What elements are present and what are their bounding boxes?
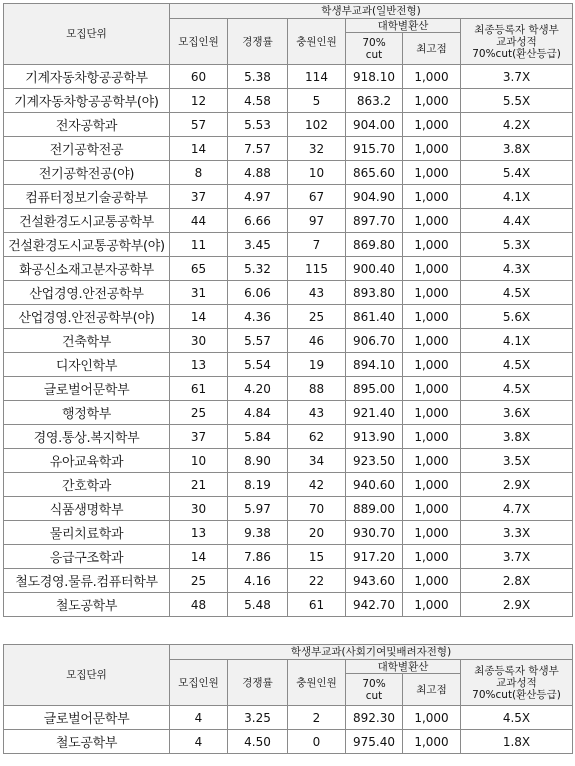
- ratio-cell: 8.90: [228, 449, 288, 473]
- grade-cell: 2.8X: [461, 569, 573, 593]
- additional-cell: 114: [288, 65, 346, 89]
- dept-cell: 산업경영.안전공학부(야): [4, 305, 170, 329]
- admission-table-general: [3, 3, 573, 617]
- cut70-cell: 918.10: [346, 65, 403, 89]
- cut70-cell: 895.00: [346, 377, 403, 401]
- ratio-cell: 4.84: [228, 401, 288, 425]
- max-score-cell: 1,000: [403, 281, 461, 305]
- cut70-cell: 917.20: [346, 545, 403, 569]
- grade-cell: 3.5X: [461, 449, 573, 473]
- additional-cell: 102: [288, 113, 346, 137]
- quota-cell: 57: [170, 113, 228, 137]
- max-score-cell: 1,000: [403, 305, 461, 329]
- additional-cell: 19: [288, 353, 346, 377]
- additional-cell: 61: [288, 593, 346, 617]
- quota-cell: 44: [170, 209, 228, 233]
- max-score-cell: 1,000: [403, 706, 461, 730]
- dept-cell: 컴퓨터정보기술공학부: [4, 185, 170, 209]
- max-score-cell: 1,000: [403, 497, 461, 521]
- dept-cell: 건설환경도시교통공학부: [4, 209, 170, 233]
- table-row: [4, 89, 573, 113]
- ratio-cell: 6.06: [228, 281, 288, 305]
- cut70-cell: 904.90: [346, 185, 403, 209]
- quota-cell: 37: [170, 425, 228, 449]
- additional-cell: 43: [288, 401, 346, 425]
- admission-table-social: [3, 644, 573, 754]
- grade-cell: 3.8X: [461, 425, 573, 449]
- max-score-cell: 1,000: [403, 65, 461, 89]
- dept-cell: 철도공학부: [4, 593, 170, 617]
- dept-cell: 기계자동차항공공학부: [4, 65, 170, 89]
- max-score-cell: 1,000: [403, 377, 461, 401]
- quota-cell: 37: [170, 185, 228, 209]
- table-row: [4, 113, 573, 137]
- quota-cell: 13: [170, 353, 228, 377]
- additional-cell: 7: [288, 233, 346, 257]
- header-max: 최고점: [403, 674, 461, 706]
- quota-cell: 21: [170, 473, 228, 497]
- cut70-cell: 906.70: [346, 329, 403, 353]
- ratio-cell: 8.19: [228, 473, 288, 497]
- header-max: 최고점: [403, 33, 461, 65]
- table-row: [4, 305, 573, 329]
- ratio-cell: 5.48: [228, 593, 288, 617]
- grade-cell: 1.8X: [461, 730, 573, 754]
- header-additional: 충원인원: [288, 19, 346, 65]
- grade-cell: 2.9X: [461, 593, 573, 617]
- dept-cell: 전기공학전공: [4, 137, 170, 161]
- quota-cell: 30: [170, 497, 228, 521]
- grade-cell: 3.6X: [461, 401, 573, 425]
- dept-cell: 글로벌어문학부: [4, 377, 170, 401]
- max-score-cell: 1,000: [403, 113, 461, 137]
- ratio-cell: 5.84: [228, 425, 288, 449]
- dept-cell: 유아교육학과: [4, 449, 170, 473]
- header-additional: 충원인원: [288, 660, 346, 706]
- ratio-cell: 5.54: [228, 353, 288, 377]
- max-score-cell: 1,000: [403, 545, 461, 569]
- max-score-cell: 1,000: [403, 521, 461, 545]
- cut70-cell: 904.00: [346, 113, 403, 137]
- table-title: 학생부교과(사회기여및배려자전형): [170, 645, 573, 660]
- dept-cell: 기계자동차항공공학부(야): [4, 89, 170, 113]
- quota-cell: 48: [170, 593, 228, 617]
- cut70-cell: 889.00: [346, 497, 403, 521]
- dept-cell: 산업경영.안전공학부: [4, 281, 170, 305]
- dept-cell: 철도경영.물류.컴퓨터학부: [4, 569, 170, 593]
- additional-cell: 97: [288, 209, 346, 233]
- header-final-grade: 최종등록자 학생부 교과성적 70%cut(환산등급): [461, 660, 573, 706]
- dept-cell: 디자인학부: [4, 353, 170, 377]
- grade-cell: 4.1X: [461, 329, 573, 353]
- additional-cell: 20: [288, 521, 346, 545]
- additional-cell: 115: [288, 257, 346, 281]
- dept-cell: 행정학부: [4, 401, 170, 425]
- max-score-cell: 1,000: [403, 329, 461, 353]
- table-row: [4, 377, 573, 401]
- grade-cell: 5.4X: [461, 161, 573, 185]
- header-cut70: 70% cut: [346, 674, 403, 706]
- table-row: [4, 473, 573, 497]
- table-row: [4, 521, 573, 545]
- cut70-cell: 894.10: [346, 353, 403, 377]
- max-score-cell: 1,000: [403, 425, 461, 449]
- dept-cell: 화공신소재고분자공학부: [4, 257, 170, 281]
- max-score-cell: 1,000: [403, 401, 461, 425]
- header-ratio: 경쟁률: [228, 19, 288, 65]
- cut70-cell: 923.50: [346, 449, 403, 473]
- grade-cell: 5.5X: [461, 89, 573, 113]
- ratio-cell: 7.86: [228, 545, 288, 569]
- table-row: [4, 329, 573, 353]
- additional-cell: 88: [288, 377, 346, 401]
- cut70-cell: 893.80: [346, 281, 403, 305]
- grade-cell: 4.5X: [461, 281, 573, 305]
- table-row: [4, 65, 573, 89]
- table-row: [4, 545, 573, 569]
- grade-cell: 4.5X: [461, 377, 573, 401]
- header-department: 모집단위: [4, 4, 170, 65]
- cut70-cell: 892.30: [346, 706, 403, 730]
- grade-cell: 4.4X: [461, 209, 573, 233]
- cut70-cell: 940.60: [346, 473, 403, 497]
- max-score-cell: 1,000: [403, 569, 461, 593]
- table-row: [4, 730, 573, 754]
- grade-cell: 2.9X: [461, 473, 573, 497]
- cut70-cell: 975.40: [346, 730, 403, 754]
- grade-cell: 5.3X: [461, 233, 573, 257]
- ratio-cell: 4.88: [228, 161, 288, 185]
- additional-cell: 15: [288, 545, 346, 569]
- table-row: [4, 449, 573, 473]
- dept-cell: 철도공학부: [4, 730, 170, 754]
- dept-cell: 물리치료학과: [4, 521, 170, 545]
- cut70-cell: 900.40: [346, 257, 403, 281]
- max-score-cell: 1,000: [403, 89, 461, 113]
- ratio-cell: 6.66: [228, 209, 288, 233]
- ratio-cell: 4.50: [228, 730, 288, 754]
- table-row: [4, 706, 573, 730]
- header-department: 모집단위: [4, 645, 170, 706]
- dept-cell: 응급구조학과: [4, 545, 170, 569]
- quota-cell: 25: [170, 401, 228, 425]
- quota-cell: 10: [170, 449, 228, 473]
- header-quota: 모집인원: [170, 19, 228, 65]
- header-converted: 대학별환산: [346, 660, 461, 674]
- quota-cell: 13: [170, 521, 228, 545]
- table-row: [4, 257, 573, 281]
- additional-cell: 62: [288, 425, 346, 449]
- table-row: [4, 353, 573, 377]
- table-row: [4, 497, 573, 521]
- dept-cell: 전자공학과: [4, 113, 170, 137]
- additional-cell: 2: [288, 706, 346, 730]
- header-quota: 모집인원: [170, 660, 228, 706]
- max-score-cell: 1,000: [403, 353, 461, 377]
- max-score-cell: 1,000: [403, 209, 461, 233]
- quota-cell: 11: [170, 233, 228, 257]
- quota-cell: 65: [170, 257, 228, 281]
- ratio-cell: 4.97: [228, 185, 288, 209]
- cut70-cell: 943.60: [346, 569, 403, 593]
- dept-cell: 전기공학전공(야): [4, 161, 170, 185]
- quota-cell: 8: [170, 161, 228, 185]
- max-score-cell: 1,000: [403, 161, 461, 185]
- dept-cell: 건축학부: [4, 329, 170, 353]
- quota-cell: 14: [170, 137, 228, 161]
- max-score-cell: 1,000: [403, 593, 461, 617]
- grade-cell: 4.3X: [461, 257, 573, 281]
- dept-cell: 글로벌어문학부: [4, 706, 170, 730]
- additional-cell: 22: [288, 569, 346, 593]
- additional-cell: 67: [288, 185, 346, 209]
- ratio-cell: 4.20: [228, 377, 288, 401]
- ratio-cell: 7.57: [228, 137, 288, 161]
- quota-cell: 25: [170, 569, 228, 593]
- ratio-cell: 5.57: [228, 329, 288, 353]
- ratio-cell: 5.53: [228, 113, 288, 137]
- additional-cell: 0: [288, 730, 346, 754]
- ratio-cell: 4.36: [228, 305, 288, 329]
- grade-cell: 3.7X: [461, 545, 573, 569]
- table-row: [4, 209, 573, 233]
- cut70-cell: 869.80: [346, 233, 403, 257]
- table-title: 학생부교과(일반전형): [170, 4, 573, 19]
- header-cut70: 70% cut: [346, 33, 403, 65]
- cut70-cell: 863.2: [346, 89, 403, 113]
- header-final-grade: 최종등록자 학생부 교과성적 70%cut(환산등급): [461, 19, 573, 65]
- additional-cell: 46: [288, 329, 346, 353]
- quota-cell: 4: [170, 706, 228, 730]
- grade-cell: 4.1X: [461, 185, 573, 209]
- cut70-cell: 915.70: [346, 137, 403, 161]
- cut70-cell: 921.40: [346, 401, 403, 425]
- table-row: [4, 401, 573, 425]
- table-row: [4, 161, 573, 185]
- table-row: [4, 569, 573, 593]
- ratio-cell: 4.58: [228, 89, 288, 113]
- dept-cell: 식품생명학부: [4, 497, 170, 521]
- table-row: [4, 233, 573, 257]
- cut70-cell: 942.70: [346, 593, 403, 617]
- quota-cell: 4: [170, 730, 228, 754]
- grade-cell: 4.5X: [461, 353, 573, 377]
- max-score-cell: 1,000: [403, 449, 461, 473]
- cut70-cell: 930.70: [346, 521, 403, 545]
- additional-cell: 10: [288, 161, 346, 185]
- ratio-cell: 3.45: [228, 233, 288, 257]
- table-row: [4, 425, 573, 449]
- additional-cell: 5: [288, 89, 346, 113]
- dept-cell: 간호학과: [4, 473, 170, 497]
- additional-cell: 34: [288, 449, 346, 473]
- cut70-cell: 897.70: [346, 209, 403, 233]
- grade-cell: 4.5X: [461, 706, 573, 730]
- additional-cell: 43: [288, 281, 346, 305]
- ratio-cell: 5.38: [228, 65, 288, 89]
- table-row: [4, 185, 573, 209]
- dept-cell: 건설환경도시교통공학부(야): [4, 233, 170, 257]
- max-score-cell: 1,000: [403, 473, 461, 497]
- grade-cell: 3.7X: [461, 65, 573, 89]
- table-row: [4, 593, 573, 617]
- additional-cell: 42: [288, 473, 346, 497]
- additional-cell: 70: [288, 497, 346, 521]
- grade-cell: 5.6X: [461, 305, 573, 329]
- cut70-cell: 861.40: [346, 305, 403, 329]
- ratio-cell: 3.25: [228, 706, 288, 730]
- quota-cell: 14: [170, 545, 228, 569]
- quota-cell: 14: [170, 305, 228, 329]
- dept-cell: 경영.통상.복지학부: [4, 425, 170, 449]
- max-score-cell: 1,000: [403, 233, 461, 257]
- quota-cell: 60: [170, 65, 228, 89]
- max-score-cell: 1,000: [403, 257, 461, 281]
- grade-cell: 3.3X: [461, 521, 573, 545]
- grade-cell: 4.2X: [461, 113, 573, 137]
- additional-cell: 25: [288, 305, 346, 329]
- cut70-cell: 865.60: [346, 161, 403, 185]
- max-score-cell: 1,000: [403, 185, 461, 209]
- table-row: [4, 137, 573, 161]
- quota-cell: 61: [170, 377, 228, 401]
- ratio-cell: 5.32: [228, 257, 288, 281]
- quota-cell: 12: [170, 89, 228, 113]
- table-row: [4, 281, 573, 305]
- ratio-cell: 5.97: [228, 497, 288, 521]
- max-score-cell: 1,000: [403, 730, 461, 754]
- header-converted: 대학별환산: [346, 19, 461, 33]
- quota-cell: 30: [170, 329, 228, 353]
- quota-cell: 31: [170, 281, 228, 305]
- cut70-cell: 913.90: [346, 425, 403, 449]
- header-ratio: 경쟁률: [228, 660, 288, 706]
- max-score-cell: 1,000: [403, 137, 461, 161]
- ratio-cell: 9.38: [228, 521, 288, 545]
- ratio-cell: 4.16: [228, 569, 288, 593]
- grade-cell: 4.7X: [461, 497, 573, 521]
- additional-cell: 32: [288, 137, 346, 161]
- grade-cell: 3.8X: [461, 137, 573, 161]
